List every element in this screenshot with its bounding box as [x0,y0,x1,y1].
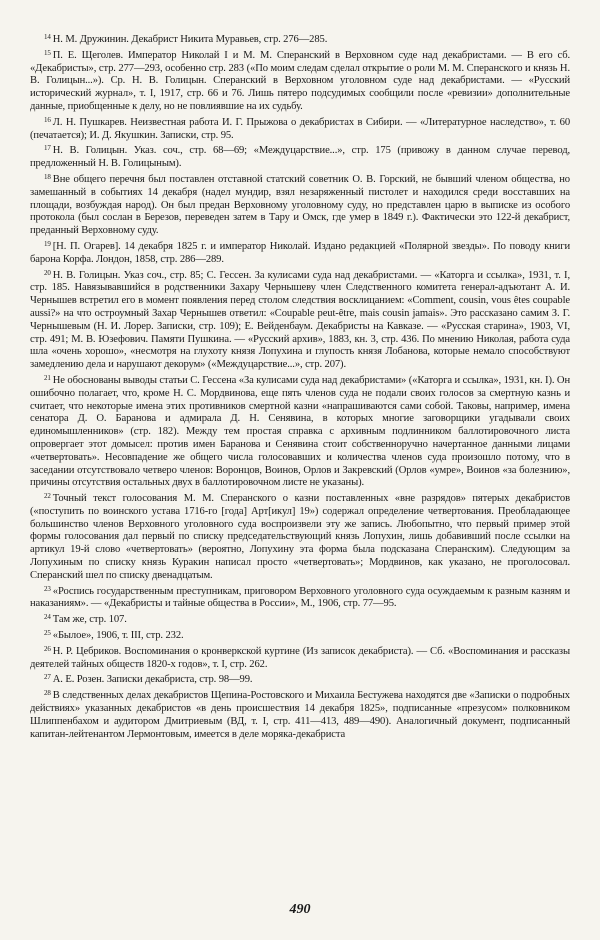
endnote [30,583,570,612]
endnote [30,627,570,643]
note-number: 28 [44,689,51,698]
endnote [30,671,570,687]
note-number: 22 [44,492,51,501]
endnote [30,643,570,672]
note-number: 25 [44,629,51,638]
endnote [30,114,570,143]
note-text: Л. Н. Пушкарев. Неизвестная работа И. Г. Прыжова о декабристах в Сибири. — «Литературное наследство», т. 60 (печатается); И. Д. Якушкин. Записки, стр. 95. [30,116,570,141]
note-text: А. Е. Розен. Записки декабриста, стр. 98—99. [52,674,253,686]
endnote [30,47,570,114]
note-number: 26 [44,644,51,653]
endnote [30,171,570,238]
endnotes [30,31,570,741]
note-text: Н. В. Голицын. Указ соч., стр. 85; С. Гессен. За кулисами суда над декабристами. — «Каторга и ссылка», 1931, т. I, стр. 185. Навязывавшийся в родственники Захару Чернышеву член Следственного комитета генерал-адъютант А. И. Чернышев встретил его в момент появления перед столом следствия восклицанием: «Comment, cousin, vous êtes coupable aussi?» на что остроумный Захар Чернышев ответил: «Coupable peut-être, mais cousin jamais». Это рассказано самим З. Г. Чернышевым (Н. И. Лорер. Записки, стр. 109); Е. Вейденбаум. Декабристы на Кавказе. — «Русская старина», 1903, VI, стр. 491; М. В. Юзефович. Памяти Пушкина. — «Русский архив», 1883, кн. 3, стр. 436. По мнению Николая, работа суда шла «очень хорошо», «несмотря на глухоту князя Лопухина и глупость князя Лобанова, которые немало способствуют замедлению дела и нарушают декорум» («Междуцарствие...», стр. 207). [30,269,570,371]
note-number: 15 [44,48,51,57]
endnote [30,142,570,171]
note-text: Н. М. Дружинин. Декабрист Никита Муравьев, стр. 276—285. [52,34,328,45]
note-number: 24 [44,613,51,622]
note-number: 17 [44,144,51,153]
note-number: 18 [44,172,51,181]
note-text: Н. Р. Цебриков. Воспоминания о кронверкской куртине (Из записок декабриста). — Сб. «Воспоминания и рассказы деятелей тайных обществ 1820-х годов», т. I, стр. 262. [30,645,570,670]
endnote [30,687,570,741]
note-number: 16 [44,115,51,124]
endnote [30,490,570,583]
endnote [30,31,570,47]
note-number: 23 [44,584,51,593]
note-text: «Былое», 1906, т. III, стр. 232. [52,630,184,642]
endnote [30,267,570,372]
note-text: Не обоснованы выводы статьи С. Гессена «За кулисами суда над декабристами» («Каторга и ссылка», 1931, кн. I). Он ошибочно полагает, что, кроме Н. С. Мордвинова, еще пять членов суда не подали своих голосов за смертную казнь и считает, что некоторые имена этих противников смертной казни «напрашиваются сами собой. Таковы, например, имена сенатора Д. О. Баранова и адмирала Д. Н. Сенявина, в которых многие заговорщики угадывали своих единомышленников» (стр. 182). Между тем простая справка с архивным подлинником баллотировочного листа опровергает этот домысел: против имен Баранова и Сенявина стоит собственноручно начертанное данными лицами «четвертовать». Несовпадение же общего числа голосовавших и количества членов суда произошло потому, что в заседании отсутствовало четверо членов: Воронцов, Воинов, Орлов и Закревский (Орлов «умре», Воинов «за болезнию», причины отсутствия остальных двух в баллотировочном листе не указаны). [30,374,570,489]
page-number: 490 [289,902,311,917]
endnote [30,611,570,627]
note-text: В следственных делах декабристов Щепина-Ростовского и Михаила Бестужева находятся две «Записки о подробных действиях» указанных декабристов «в день происшествия 14 декабря 1825», подписанные «презусом» полковником Шлиппенбахом и аудитором Дмитриевым (ВД, т. I, стр. 411—413, 489—490). Аналогичный документ, подписанный капитан-лейтенантом Лермонтовым, имеется в деле моряка-декабриста [30,690,570,740]
note-text: Там же, стр. 107. [52,614,127,626]
note-text: Н. В. Голицын. Указ. соч., стр. 68—69; «Междуцарствие...», стр. 175 (привожу в данном случае перевод, предложенный Н. В. Голицыным). [30,145,570,170]
note-number: 19 [44,239,51,248]
note-number: 27 [44,673,51,682]
note-number: 20 [44,268,51,277]
note-text: П. Е. Щеголев. Император Николай I и М. М. Сперанский в Верховном суде над декабристами. — В его сб. «Декабристы», стр. 277—293, особенно стр. 283 («По моим следам сделал открытие о роли М. М. Сперанского и князь Н. В. Голицын...»). Ср. Н. В. Голицын. Сперанский в Верховном уголовном суде над декабристами. — «Русский исторический журнал», т. I, 1917, стр. 66 и 76. Лишь пятеро подсудимых сообщили после «ревизии» дополнительные данные, приобщенные к делу, но не повлиявшие на их судьбу. [30,49,570,112]
note-text: [Н. П. Огарев]. 14 декабря 1825 г. и император Николай. Издано редакцией «Полярной звезды». По поводу книги барона Корфа. Лондон, 1858, стр. 286—289. [30,240,570,265]
note-text: Вне общего перечня был поставлен отставной статский советник О. В. Горский, не бывший членом общества, но замешанный в событиях 14 декабря (надел мундир, взял незаряженный пистолет и находился среди восставших на площади, возбуждая народ). Он был предан Верховному уголовному суду, но представлен царю в выписке из особого протокола (был сослан в Березов, переведен затем в Тару и Омск, где умер в 1849 г.). Фактически это 122-й декабрист, преданный Верховному суду. [30,173,570,237]
endnote [30,238,570,267]
endnote [30,372,570,490]
note-text: «Роспись государственным преступникам, приговором Верховного уголовного суда осуждаемым к разным казням и наказаниям». — «Декабристы и тайные общества в России», М., 1906, стр. 77—95. [30,585,570,610]
note-number: 14 [44,33,51,41]
note-text: Точный текст голосования М. М. Сперанского о казни поставленных «вне разрядов» пятерых декабристов («поступить по воинского устава 1716-го [года] Арт[икул] 19») содержал определение четвертования. Преобладающее большинство членов Верховного уголовного суда воспроизвели эту же запись. Любопытно, что первый пример этой формы голосования дал первый по списку председательствующий князь Лопухин, лишь добавивший после ссылки на артикул 19-й слово «четвертовать» (вероятно, Лопухину эта форма была подсказана Сперанским). Следующим за Лопухиным по списку князь Куракин написал просто «четвертовать»; Мордвинов, как указано, не проголосовал. Сперанский шел по списку двенадцатым. [30,493,570,581]
note-number: 21 [44,373,51,382]
